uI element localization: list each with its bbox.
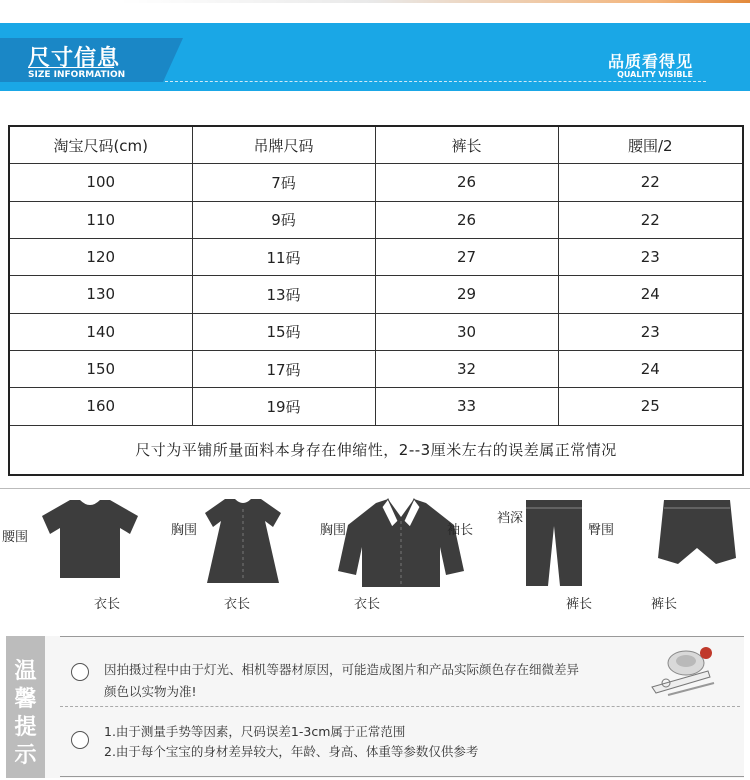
tips-label-char: 提	[14, 715, 37, 740]
cell-pants-length: 30	[375, 313, 558, 350]
measurement-note: 尺寸为平铺所量面料本身存在伸缩性，2--3厘米左右的误差属正常情况	[9, 425, 743, 475]
tip2-line1: 1.由于测量手势等因素，尺码误差1-3cm属于正常范围	[104, 724, 406, 739]
dress-chest-label: 胸围	[171, 523, 198, 538]
tip1-line2: 颜色以实物为准!	[104, 684, 197, 699]
table-row	[9, 164, 743, 201]
tips-divider	[60, 706, 740, 707]
cell-half-waist: 22	[558, 164, 743, 201]
tips-label-char: 温	[14, 659, 37, 684]
cell-taobao-size: 150	[9, 350, 192, 387]
pants-rise-label: 裆深	[497, 511, 524, 526]
table-row	[9, 238, 743, 275]
cell-tag-size: 11码	[192, 238, 375, 275]
cell-half-waist: 25	[558, 388, 743, 425]
section-divider	[0, 488, 750, 489]
cell-taobao-size: 120	[9, 238, 192, 275]
tips-frame-bottom	[60, 776, 744, 777]
cell-taobao-size: 160	[9, 388, 192, 425]
tip1-line1: 因拍摄过程中由于灯光、相机等器材原因，可能造成图片和产品实际颜色存在细微差异	[104, 662, 580, 677]
table-row	[9, 350, 743, 387]
cell-tag-size: 7码	[192, 164, 375, 201]
pants-hip-label: 臀围	[588, 523, 615, 538]
cell-pants-length: 27	[375, 238, 558, 275]
cell-pants-length: 26	[375, 164, 558, 201]
dress-icon	[203, 497, 283, 585]
table-header-row	[9, 126, 743, 164]
section-title: 尺寸信息	[28, 46, 121, 71]
cell-tag-size: 15码	[192, 313, 375, 350]
table-note-row	[9, 425, 743, 475]
cell-half-waist: 23	[558, 313, 743, 350]
pants-length-label: 裤长	[566, 597, 593, 612]
cell-tag-size: 9码	[192, 201, 375, 238]
cell-tag-size: 13码	[192, 276, 375, 313]
tips-label-bar	[6, 636, 45, 778]
tip1-radio-icon	[71, 663, 89, 681]
size-table	[8, 125, 744, 476]
cell-tag-size: 19码	[192, 388, 375, 425]
cell-half-waist: 23	[558, 238, 743, 275]
col-header-pants-length: 裤长	[375, 126, 558, 164]
col-header-taobao-size: 淘宝尺码(cm)	[9, 126, 192, 164]
jacket-length-label: 衣长	[354, 597, 381, 612]
col-header-tag-size: 吊牌尺码	[192, 126, 375, 164]
cell-taobao-size: 130	[9, 276, 192, 313]
skirt-length-label: 裤长	[651, 597, 678, 612]
pants-icon	[524, 498, 584, 588]
table-row	[9, 313, 743, 350]
dress-length-label: 衣长	[224, 597, 251, 612]
tshirt-icon	[40, 498, 140, 580]
table-row	[9, 201, 743, 238]
jacket-icon	[336, 497, 466, 589]
cell-taobao-size: 110	[9, 201, 192, 238]
quality-title: 品质看得见	[607, 52, 693, 71]
measuring-tape-icon	[648, 643, 720, 699]
jacket-sleeve-label: 袖长	[447, 523, 474, 538]
cell-tag-size: 17码	[192, 350, 375, 387]
cell-half-waist: 24	[558, 276, 743, 313]
jacket-chest-label: 胸围	[320, 523, 347, 538]
cell-pants-length: 33	[375, 388, 558, 425]
tip2-radio-icon	[71, 731, 89, 749]
cell-pants-length: 32	[375, 350, 558, 387]
skirt-icon	[656, 498, 738, 570]
cell-pants-length: 26	[375, 201, 558, 238]
section-header-banner	[0, 23, 750, 91]
section-subtitle: SIZE INFORMATION	[28, 70, 126, 80]
cell-taobao-size: 140	[9, 313, 192, 350]
tips-label-char: 馨	[14, 687, 37, 712]
title-underline	[28, 67, 114, 68]
table-row	[9, 276, 743, 313]
col-header-half-waist: 腰围/2	[558, 126, 743, 164]
tshirt-waist-label: 腰围	[2, 530, 29, 545]
quality-subtitle: QUALITY VISIBLE	[617, 70, 693, 79]
tshirt-length-label: 衣长	[94, 597, 121, 612]
tip2-line2: 2.由于每个宝宝的身材差异较大，年龄、身高、体重等参数仅供参考	[104, 744, 479, 759]
header-dashed-divider	[165, 81, 706, 82]
cell-half-waist: 22	[558, 201, 743, 238]
cell-half-waist: 24	[558, 350, 743, 387]
tips-label-char: 示	[14, 743, 37, 768]
cell-pants-length: 29	[375, 276, 558, 313]
tips-frame-top	[60, 636, 744, 637]
cell-taobao-size: 100	[9, 164, 192, 201]
top-accent-line	[120, 0, 750, 3]
table-row	[9, 388, 743, 425]
